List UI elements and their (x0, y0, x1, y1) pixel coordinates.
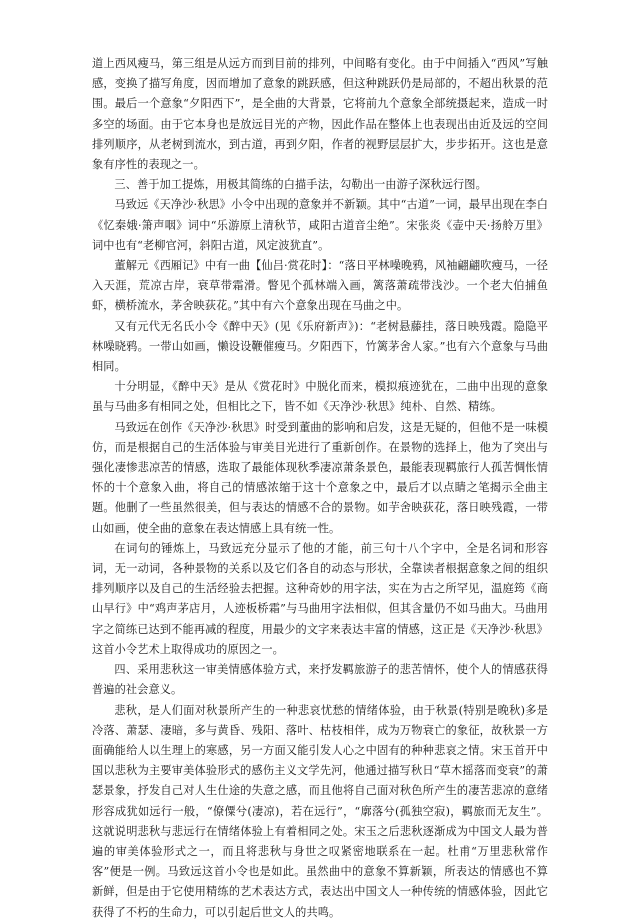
paragraph-9: 四、采用悲秋这一审美情感体验方式，来抒发羁旅游子的悲苦情怀，使个人的情感获得普遍的社会意义。 (92, 663, 548, 697)
paragraph-6: 十分明显，《醉中天》是从《赏花时》中脱化而来，模拟痕迹犹在，二曲中出现的意象虽与马曲多有相同之处，但相比之下，皆不如《天净沙·秋思》纯朴、自然、精练。 (92, 380, 548, 414)
paragraph-1: 道上西风瘦马，第三组是从远方而到目前的排列，中间略有变化。由于中间插入“西风”写触感，变换了描写角度，因而增加了意象的跳跃感，但这种跳跃仍是局部的，不超出秋景的范围。最后一个意象“夕阳西下”，是全曲的大背景，它将前九个意象全部统摄起来，造成一时多空的场面。由于它本身也是放远目光的产物，因此作品在整体上也表现出由近及远的空间排列顺序，从老树到流水，到古道，再到夕阳，作者的视野层层扩大，步步拓开。这也是意象有序性的表现之一。 (92, 57, 548, 172)
paragraph-10: 悲秋，是人们面对秋景所产生的一种悲哀忧愁的情绪体验，由于秋景(特别是晚秋)多是冷落、萧瑟、凄暗，多与黄昏、残阳、落叶、枯枝相伴，成为万物衰亡的象征，故秋景一方面确能给人以生理上的寒感，另一方面又能引发人心之中固有的种种悲哀之情。宋玉首开中国以悲秋为主要审美体验形式的感伤主义文学先河，他通过描写秋日“草木摇落而变衰”的萧瑟景象，抒发自己对人生仕途的失意之感，而且他将自己面对秋色所产生的凄苦悲凉的意绪形容成犹如远行一般，“僚僳兮(凄凉)，若在远行”，“廓落兮(孤独空寂)，羁旅而无友生”。这就说明悲秋与悲远行在情绪体验上有着相同之处。宋玉之后悲秋逐渐成为中国文人最为普遍的审美体验形式之一，而且将悲秋与身世之叹紧密地联系在一起。杜甫“万里悲秋常作客”便是一例。马致远这首小令也是如此。虽然曲中的意象不算新颖，所表达的情感也不算新鲜，但是由于它使用精练的艺术表达方式，表达出中国文人一种传统的情感体验，因此它获得了不朽的生命力，可以引起后世文人的共鸣。 (92, 703, 548, 919)
paragraph-3: 马致远《天净沙·秋思》小令中出现的意象并不新颖。其中“古道”一词，最早出现在李白《忆秦娥·箫声咽》词中“乐游原上清秋节，咸阳古道音尘绝”。宋张炎《壶中天·扬舲万里》词中也有“老柳官河，斜阳古道，风定波犹直”。 (92, 198, 548, 252)
paragraph-8: 在词句的锤炼上，马致远充分显示了他的才能，前三句十八个字中，全是名词和形容词，无一动词，各种景物的关系以及它们各自的动态与形状，全靠读者根据意象之间的组织排列顺序以及自己的生活经验去把握。这种奇妙的用字法，实在为古之所罕见，温庭筠《商山早行》中“鸡声茅店月，人迹板桥霜”与马曲用字法相似，但其含量仍不如马曲大。马曲用字之简练已达到不能再减的程度，用最少的文字来表达丰富的情感，这正是《天净沙·秋思》这首小令艺术上取得成功的原因之一。 (92, 541, 548, 656)
paragraph-2: 三、善于加工提炼，用极其简练的白描手法，勾勒出一由游子深秋远行图。 (114, 178, 487, 192)
paragraph-5: 又有元代无名氏小令《醉中天》(见《乐府新声》)：“老树悬藤挂，落日映残霞。隐隐平林噪晓鸦。一带山如画，懒设设鞭催瘦马。夕阳西下，竹篱茅舍人家。”也有六个意象与马曲相同。 (92, 319, 548, 374)
paragraph-7: 马致远在创作《天净沙·秋思》时受到董曲的影响和启发，这是无疑的，但他不是一味模仿，而是根据自己的生活体验与审美目光进行了重新创作。在景物的选择上，他为了突出与强化凄惨悲凉苦的情感，选取了最能体现秋季凄凉萧条景色，最能表现羁旅行人孤苦惆怅情怀的十个意象入曲，将自己的情感浓缩于这十个意象之中，最后才以点睛之笔揭示全曲主题。他删了一些虽然很美，但与表达的情感不合的景物。如芋舍映荻花，落日映残霞，一带山如画，使全曲的意象在表达情感上具有统一性。 (92, 420, 548, 535)
paragraph-4: 董解元《西厢记》中有一曲【仙吕·赏花时】：“落日平林噪晚鸦，风袖翩翩吹瘦马，一径入天涯，荒凉古岸，衰草带霜滑。瞥见个孤林端入画，篱落萧疏带浅沙。一个老大伯捕鱼虾，横桥流水，茅舍映荻花。”其中有六个意象出现在马曲之中。 (92, 259, 548, 313)
